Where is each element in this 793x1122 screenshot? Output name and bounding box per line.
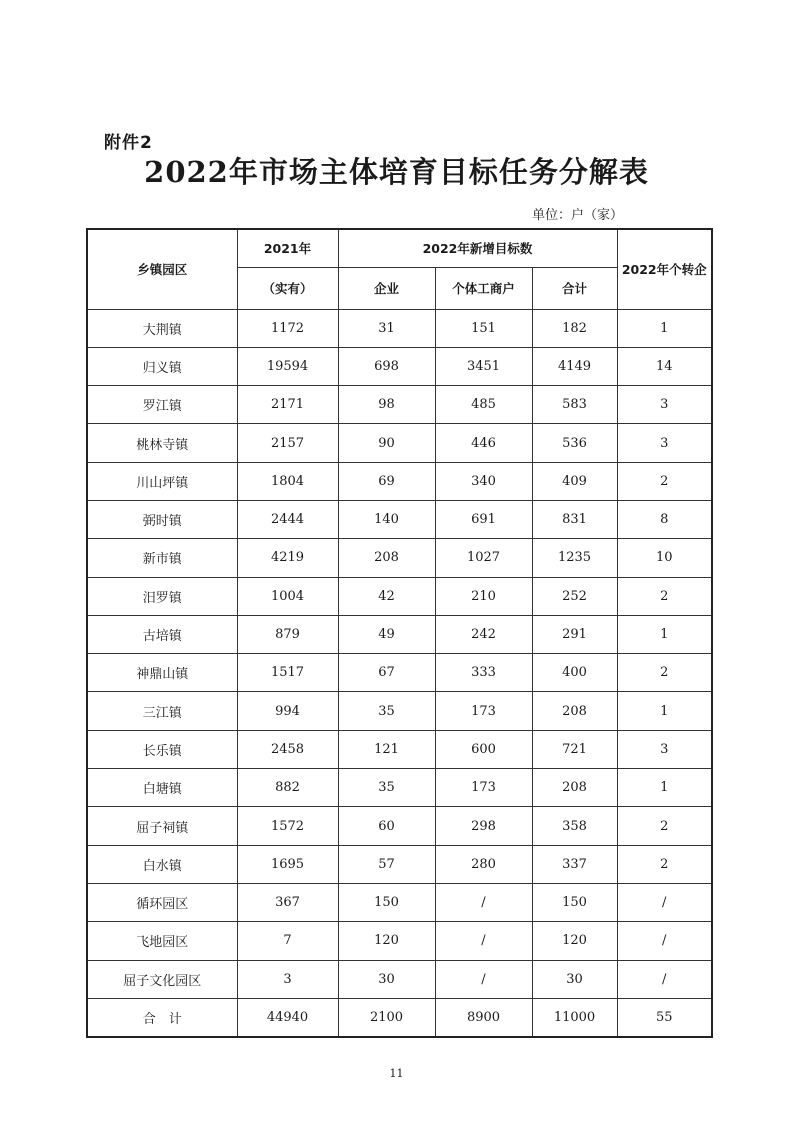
subtotal-cell: 358 <box>532 807 617 845</box>
enterprise-cell: 90 <box>338 424 435 462</box>
individual-cell: 691 <box>435 500 532 538</box>
subtotal-cell: 120 <box>532 922 617 960</box>
existing-count-cell: 19594 <box>237 347 338 385</box>
conversion-cell: 55 <box>617 998 712 1037</box>
conversion-cell: 2 <box>617 577 712 615</box>
enterprise-cell: 49 <box>338 615 435 653</box>
conversion-cell: 1 <box>617 615 712 653</box>
attachment-label: 附件2 <box>104 133 153 153</box>
existing-count-cell: 1695 <box>237 845 338 883</box>
subtotal-cell: 208 <box>532 692 617 730</box>
existing-count-cell: 1004 <box>237 577 338 615</box>
enterprise-cell: 120 <box>338 922 435 960</box>
table-row <box>87 577 712 615</box>
area-name-cell: 古培镇 <box>87 615 237 653</box>
existing-count-cell: 1517 <box>237 654 338 692</box>
existing-count-cell: 1804 <box>237 462 338 500</box>
enterprise-cell: 150 <box>338 883 435 921</box>
conversion-cell: 10 <box>617 539 712 577</box>
area-name-cell: 长乐镇 <box>87 730 237 768</box>
enterprise-cell: 140 <box>338 500 435 538</box>
area-name-cell: 弼时镇 <box>87 500 237 538</box>
table-row <box>87 347 712 385</box>
unit-note: 单位：户（家） <box>532 208 624 223</box>
individual-cell: 485 <box>435 386 532 424</box>
existing-count-cell: 2458 <box>237 730 338 768</box>
existing-count-cell: 4219 <box>237 539 338 577</box>
enterprise-cell: 57 <box>338 845 435 883</box>
existing-count-cell: 2444 <box>237 500 338 538</box>
document-title: 2022年市场主体培育目标任务分解表 <box>144 155 649 189</box>
conversion-cell: 3 <box>617 424 712 462</box>
enterprise-cell: 98 <box>338 386 435 424</box>
enterprise-cell: 60 <box>338 807 435 845</box>
area-name-cell: 川山坪镇 <box>87 462 237 500</box>
area-name-cell: 归义镇 <box>87 347 237 385</box>
subtotal-cell: 208 <box>532 769 617 807</box>
table-row <box>87 998 712 1037</box>
existing-count-cell: 3 <box>237 960 338 998</box>
area-name-cell: 飞地园区 <box>87 922 237 960</box>
subtotal-cell: 583 <box>532 386 617 424</box>
individual-cell: 446 <box>435 424 532 462</box>
area-name-cell: 大荆镇 <box>87 309 237 347</box>
table-row <box>87 615 712 653</box>
existing-count-cell: 879 <box>237 615 338 653</box>
area-name-cell: 神鼎山镇 <box>87 654 237 692</box>
table-row <box>87 807 712 845</box>
existing-count-cell: 367 <box>237 883 338 921</box>
subtotal-cell: 400 <box>532 654 617 692</box>
individual-cell: 151 <box>435 309 532 347</box>
header-area: 乡镇园区 <box>87 229 237 309</box>
subtotal-cell: 182 <box>532 309 617 347</box>
enterprise-cell: 31 <box>338 309 435 347</box>
individual-cell: 600 <box>435 730 532 768</box>
subtotal-cell: 337 <box>532 845 617 883</box>
table-row <box>87 424 712 462</box>
conversion-cell: 3 <box>617 730 712 768</box>
table-row <box>87 845 712 883</box>
enterprise-cell: 2100 <box>338 998 435 1037</box>
table-row <box>87 769 712 807</box>
area-name-cell: 罗江镇 <box>87 386 237 424</box>
area-name-cell: 汨罗镇 <box>87 577 237 615</box>
table-row <box>87 462 712 500</box>
conversion-cell: 1 <box>617 769 712 807</box>
conversion-cell: 1 <box>617 692 712 730</box>
subtotal-cell: 831 <box>532 500 617 538</box>
individual-cell: 3451 <box>435 347 532 385</box>
table-row <box>87 692 712 730</box>
header-enterprise: 企业 <box>338 267 435 309</box>
subtotal-cell: 252 <box>532 577 617 615</box>
conversion-cell: / <box>617 883 712 921</box>
individual-cell: 210 <box>435 577 532 615</box>
conversion-cell: 1 <box>617 309 712 347</box>
area-name-cell: 白水镇 <box>87 845 237 883</box>
area-name-cell: 循环园区 <box>87 883 237 921</box>
individual-cell: 242 <box>435 615 532 653</box>
existing-count-cell: 994 <box>237 692 338 730</box>
conversion-cell: / <box>617 960 712 998</box>
area-name-cell: 白塘镇 <box>87 769 237 807</box>
existing-count-cell: 2157 <box>237 424 338 462</box>
existing-count-cell: 44940 <box>237 998 338 1037</box>
subtotal-cell: 536 <box>532 424 617 462</box>
area-name-cell: 合 计 <box>87 998 237 1037</box>
individual-cell: 298 <box>435 807 532 845</box>
enterprise-cell: 35 <box>338 692 435 730</box>
area-name-cell: 新市镇 <box>87 539 237 577</box>
enterprise-cell: 121 <box>338 730 435 768</box>
enterprise-cell: 208 <box>338 539 435 577</box>
conversion-cell: 3 <box>617 386 712 424</box>
individual-cell: / <box>435 883 532 921</box>
header-subtotal: 合计 <box>532 267 617 309</box>
table-row <box>87 883 712 921</box>
individual-cell: 1027 <box>435 539 532 577</box>
area-name-cell: 屈子文化园区 <box>87 960 237 998</box>
existing-count-cell: 1172 <box>237 309 338 347</box>
individual-cell: 8900 <box>435 998 532 1037</box>
enterprise-cell: 42 <box>338 577 435 615</box>
table-row <box>87 309 712 347</box>
existing-count-cell: 7 <box>237 922 338 960</box>
enterprise-cell: 35 <box>338 769 435 807</box>
area-name-cell: 屈子祠镇 <box>87 807 237 845</box>
area-name-cell: 三江镇 <box>87 692 237 730</box>
table-row <box>87 960 712 998</box>
page-number: 11 <box>389 1067 404 1080</box>
enterprise-cell: 698 <box>338 347 435 385</box>
existing-count-cell: 2171 <box>237 386 338 424</box>
subtotal-cell: 150 <box>532 883 617 921</box>
subtotal-cell: 11000 <box>532 998 617 1037</box>
header-existing-note: （实有） <box>237 267 338 309</box>
conversion-cell: 2 <box>617 462 712 500</box>
individual-cell: / <box>435 922 532 960</box>
enterprise-cell: 30 <box>338 960 435 998</box>
subtotal-cell: 721 <box>532 730 617 768</box>
subtotal-cell: 30 <box>532 960 617 998</box>
individual-cell: / <box>435 960 532 998</box>
header-existing-year: 2021年 <box>237 229 338 267</box>
conversion-cell: / <box>617 922 712 960</box>
conversion-cell: 2 <box>617 845 712 883</box>
existing-count-cell: 1572 <box>237 807 338 845</box>
header-individual: 个体工商户 <box>435 267 532 309</box>
table-row <box>87 500 712 538</box>
subtotal-cell: 291 <box>532 615 617 653</box>
subtotal-cell: 4149 <box>532 347 617 385</box>
existing-count-cell: 882 <box>237 769 338 807</box>
conversion-cell: 8 <box>617 500 712 538</box>
target-breakdown-table <box>86 228 713 1038</box>
table-row <box>87 654 712 692</box>
conversion-cell: 2 <box>617 807 712 845</box>
individual-cell: 280 <box>435 845 532 883</box>
enterprise-cell: 67 <box>338 654 435 692</box>
table-row <box>87 386 712 424</box>
area-name-cell: 桃林寺镇 <box>87 424 237 462</box>
individual-cell: 340 <box>435 462 532 500</box>
conversion-cell: 14 <box>617 347 712 385</box>
header-new-targets: 2022年新增目标数 <box>338 229 617 267</box>
subtotal-cell: 1235 <box>532 539 617 577</box>
table-row <box>87 922 712 960</box>
enterprise-cell: 69 <box>338 462 435 500</box>
table-row <box>87 539 712 577</box>
table-row <box>87 730 712 768</box>
conversion-cell: 2 <box>617 654 712 692</box>
individual-cell: 333 <box>435 654 532 692</box>
individual-cell: 173 <box>435 692 532 730</box>
individual-cell: 173 <box>435 769 532 807</box>
subtotal-cell: 409 <box>532 462 617 500</box>
header-conversion: 2022年个转企 <box>617 229 712 309</box>
